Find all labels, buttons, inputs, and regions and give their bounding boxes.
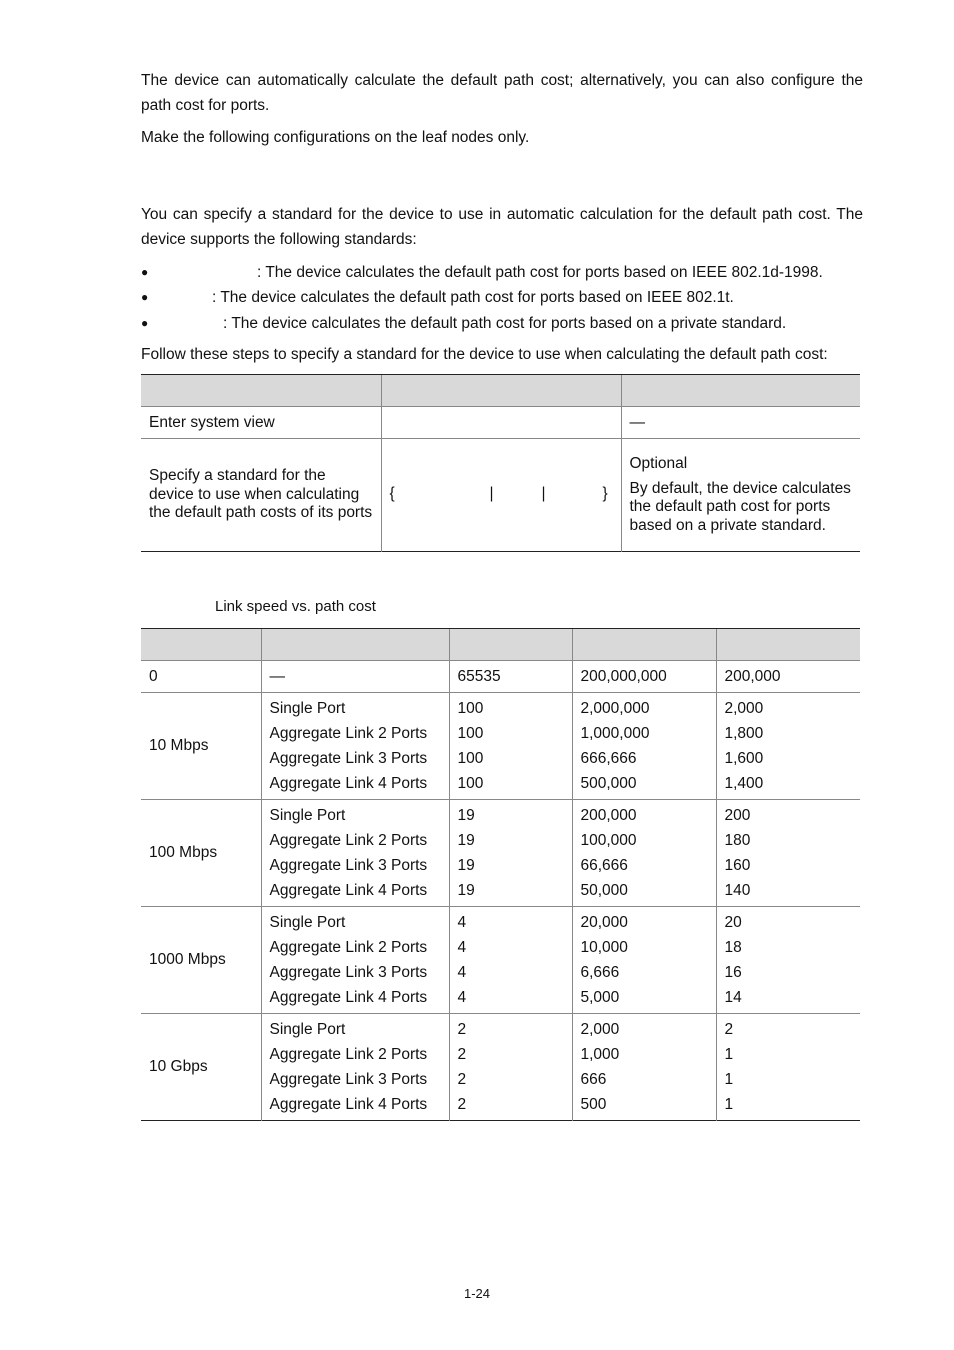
cost-cell: 2,000 1,800 1,600 1,400 [716,693,860,800]
path-cost-table [141,628,860,1121]
speed-cell: 10 Gbps [141,1014,261,1121]
table-caption: Link speed vs. path cost [215,598,376,615]
speed-cell: 1000 Mbps [141,907,261,1014]
remarks-cell: Optional By default, the device calculates the default path cost for ports based on a private standard. [621,439,860,552]
cost-cell: 100 100 100 100 [449,693,572,800]
table-header-row [141,629,860,661]
bullet-icon: ● [141,316,149,330]
speed-cell: 10 Mbps [141,693,261,800]
cost-cell: 2 1 1 1 [716,1014,860,1121]
speed-cell: 100 Mbps [141,800,261,907]
config-table [141,374,860,552]
port-cell: Single Port Aggregate Link 2 Ports Aggregate Link 3 Ports Aggregate Link 4 Ports [261,907,449,1014]
cost-cell: 2,000 1,000 666 500 [572,1014,716,1121]
port-cell: Single Port Aggregate Link 2 Ports Aggregate Link 3 Ports Aggregate Link 4 Ports [261,693,449,800]
follow-steps-text: Follow these steps to specify a standard for the device to use when calculating the default path cost: [141,346,828,363]
table-row: 0 — 65535 200,000,000 200,000 [141,661,860,693]
standards-intro: You can specify a standard for the device to use in automatic calculation for the default path cost. The device supports the following standards: [141,206,863,248]
bullet-icon: ● [141,290,149,304]
table-row [141,439,860,552]
command-cell [381,407,621,439]
table-header-row [141,375,860,407]
bullet-icon: ● [141,265,149,279]
cost-cell: 200 180 160 140 [716,800,860,907]
port-cell: Single Port Aggregate Link 2 Ports Aggregate Link 3 Ports Aggregate Link 4 Ports [261,1014,449,1121]
command-cell: { | | } [381,439,621,552]
task-cell: Enter system view [141,407,381,439]
cost-cell: 4 4 4 4 [449,907,572,1014]
leaf-nodes-note: Make the following configurations on the leaf nodes only. [141,129,530,146]
table-row [141,693,860,800]
port-cell: Single Port Aggregate Link 2 Ports Aggregate Link 3 Ports Aggregate Link 4 Ports [261,800,449,907]
cost-cell: 2,000,000 1,000,000 666,666 500,000 [572,693,716,800]
cost-cell: 20 18 16 14 [716,907,860,1014]
intro-paragraph: The device can automatically calculate the default path cost; alternatively, you can also configure the path cost for ports. [141,72,863,114]
cost-cell: 20,000 10,000 6,666 5,000 [572,907,716,1014]
table-row [141,407,860,439]
table-row [141,907,860,1014]
remarks-cell: — [621,407,860,439]
table-row [141,800,860,907]
cost-cell: 2 2 2 2 [449,1014,572,1121]
task-cell: Specify a standard for the device to use when calculating the default path costs of its ports [141,439,381,552]
table-row [141,1014,860,1121]
page-number: 1-24 [463,1286,491,1301]
cost-cell: 19 19 19 19 [449,800,572,907]
cost-cell: 200,000 100,000 66,666 50,000 [572,800,716,907]
